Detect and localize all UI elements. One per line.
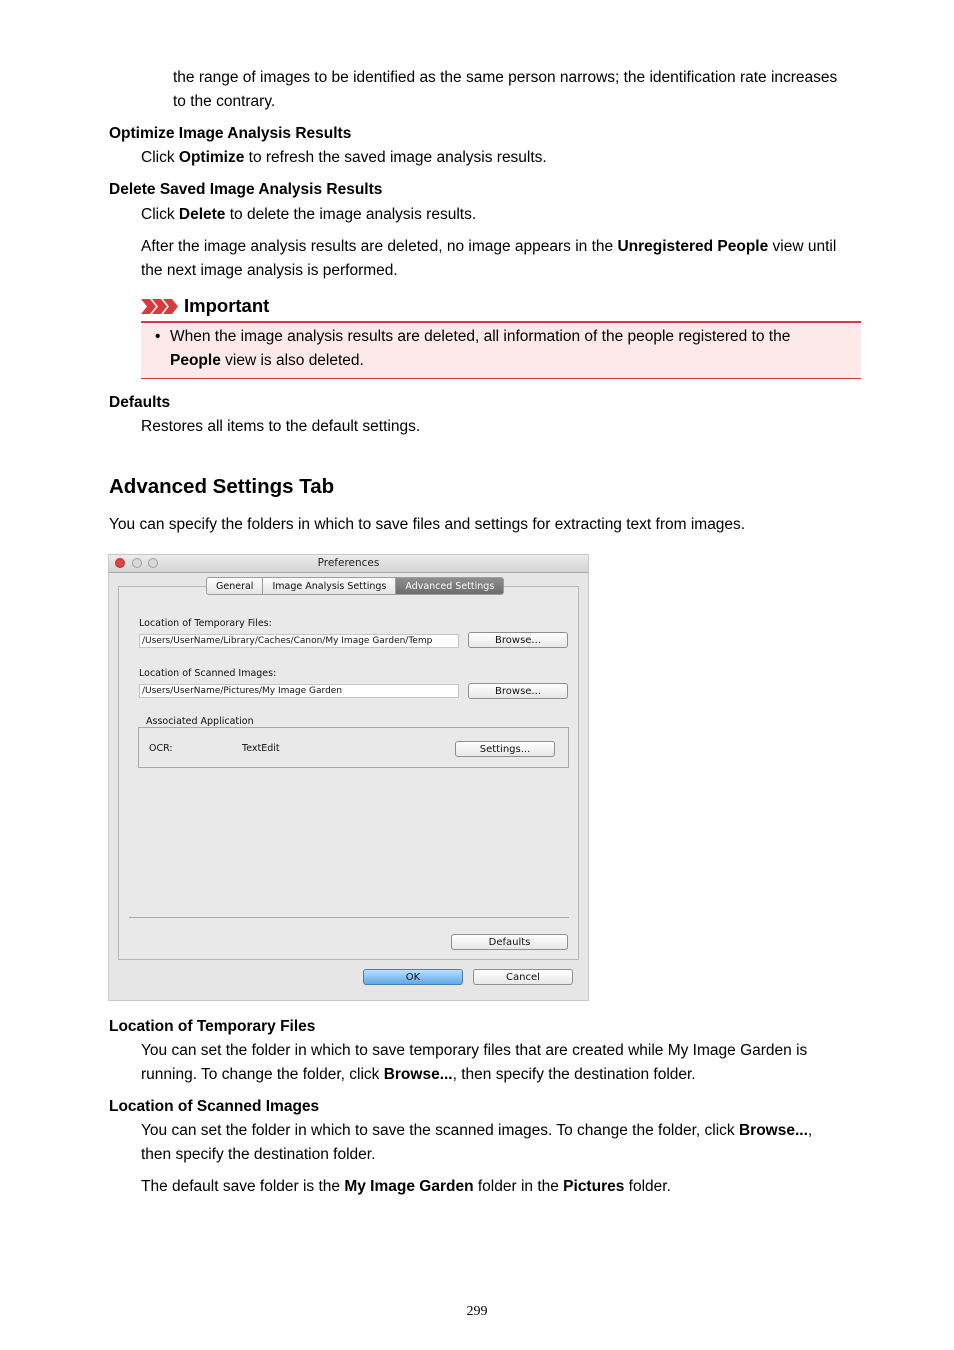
temp-files-heading: Location of Temporary Files (109, 1018, 316, 1035)
default-save-folder-text: The default save folder is the My Image Garden folder in the Pictures folder. (141, 1178, 671, 1195)
intro-text-line1: the range of images to be identified as the same person narrows; the identification rate increases (173, 69, 838, 86)
delete-text: Click Delete to delete the image analysis results. (141, 206, 477, 223)
advanced-settings-heading: Advanced Settings Tab (109, 475, 335, 498)
advanced-settings-panel (118, 586, 579, 960)
delete-after-text-line1: After the image analysis results are deleted, no image appears in the Unregistered People view until (141, 238, 837, 255)
associated-application-title: Associated Application (146, 716, 254, 727)
temp-files-text-line2: running. To change the folder, click Browse..., then specify the destination folder. (141, 1066, 696, 1083)
ok-button[interactable]: OK (363, 969, 463, 985)
scanned-images-label: Location of Scanned Images: (139, 668, 277, 679)
temp-files-text-line1: You can set the folder in which to save temporary files that are created while My Image Garden is (141, 1042, 808, 1059)
dialog-titlebar (109, 555, 588, 573)
important-arrows-icon (141, 299, 179, 314)
important-title (141, 293, 269, 319)
dialog-tabs (206, 577, 504, 595)
defaults-text: Restores all items to the default settings. (141, 418, 421, 435)
defaults-heading: Defaults (109, 394, 171, 411)
important-bullet: • (155, 328, 161, 345)
scanned-images-path-field[interactable]: /Users/UserName/Pictures/My Image Garden (139, 684, 459, 698)
scanned-images-heading: Location of Scanned Images (109, 1098, 320, 1115)
defaults-button[interactable]: Defaults (451, 934, 568, 950)
temp-files-path-field[interactable]: /Users/UserName/Library/Caches/Canon/My Image Garden/Temp (139, 634, 459, 648)
important-text-line2: People view is also deleted. (170, 352, 364, 369)
cancel-button[interactable]: Cancel (473, 969, 573, 985)
optimize-text: Click Optimize to refresh the saved image analysis results. (141, 149, 547, 166)
scan-browse-button[interactable]: Browse... (468, 683, 568, 699)
scanned-images-text-line2: then specify the destination folder. (141, 1146, 376, 1163)
tab-advanced-settings[interactable]: Advanced Settings (396, 577, 504, 595)
preferences-dialog (108, 554, 589, 1001)
scanned-images-text-line1: You can set the folder in which to save the scanned images. To change the folder, click Browse..., (141, 1122, 813, 1139)
tab-general[interactable]: General (206, 577, 263, 595)
ocr-label: OCR: (149, 743, 173, 754)
optimize-heading: Optimize Image Analysis Results (109, 125, 352, 142)
advanced-intro: You can specify the folders in which to save files and settings for extracting text from images. (109, 516, 746, 533)
delete-after-text-line2: the next image analysis is performed. (141, 262, 398, 279)
ocr-settings-button[interactable]: Settings... (455, 741, 555, 757)
important-text-line1: When the image analysis results are deleted, all information of the people registered to the (170, 328, 791, 345)
temp-files-label: Location of Temporary Files: (139, 618, 272, 629)
page-number: 299 (466, 1304, 488, 1319)
temp-browse-button[interactable]: Browse... (468, 632, 568, 648)
dialog-title: Preferences (317, 557, 380, 569)
tab-image-analysis-settings[interactable]: Image Analysis Settings (263, 577, 396, 595)
panel-separator (129, 917, 569, 918)
intro-text-line2: to the contrary. (173, 93, 276, 110)
important-label: Important (184, 295, 270, 316)
delete-heading: Delete Saved Image Analysis Results (109, 181, 383, 198)
ocr-value: TextEdit (242, 743, 280, 754)
